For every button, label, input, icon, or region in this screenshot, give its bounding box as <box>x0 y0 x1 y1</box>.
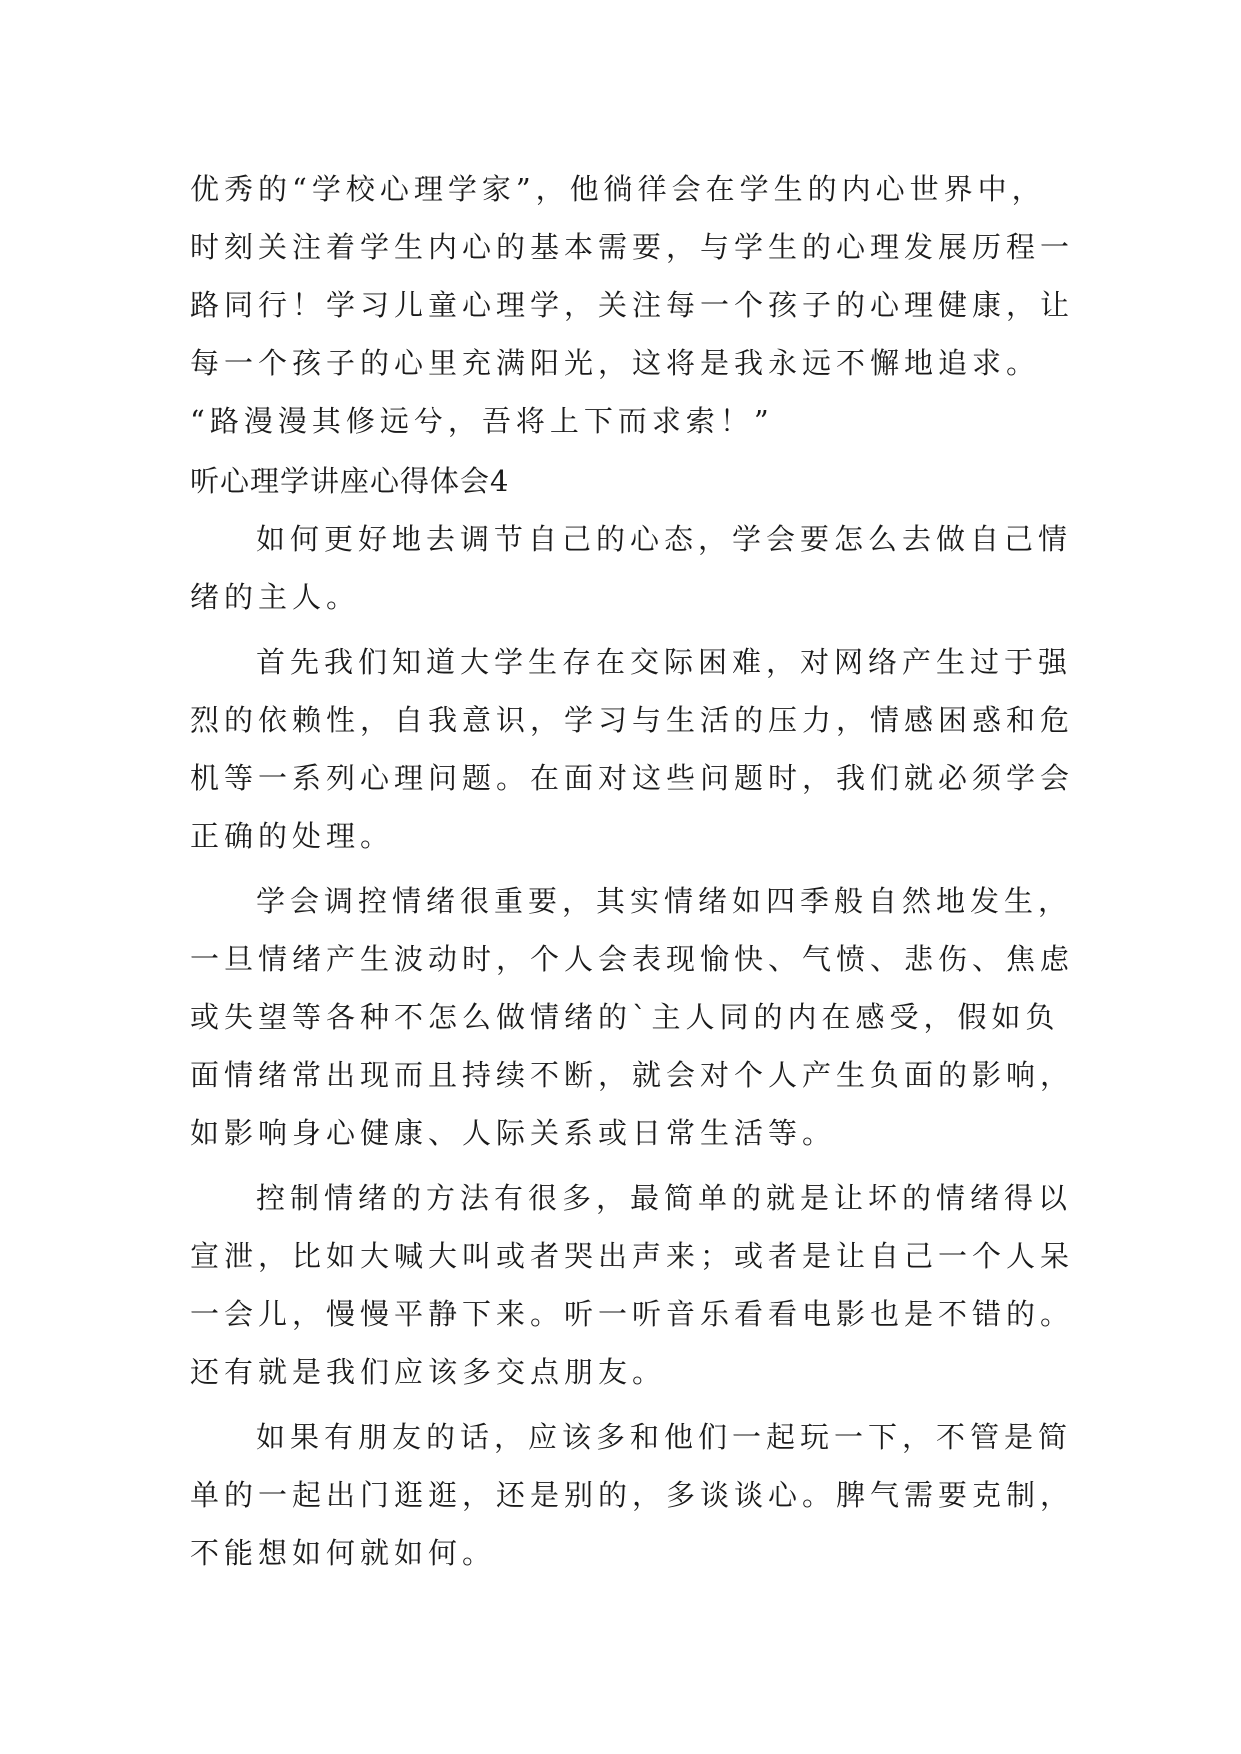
paragraph-2 <box>190 633 1075 865</box>
text-line: 面情绪常出现而且持续不断，就会对个人产生负面的影响， <box>190 1058 1075 1092</box>
text-line: 如影响身心健康、人际关系或日常生活等。 <box>190 1116 837 1150</box>
continuation-paragraph <box>190 160 1075 450</box>
text-line: 烈的依赖性，自我意识，学习与生活的压力，情感困惑和危 <box>190 703 1075 737</box>
text-line: 不能想如何就如何。 <box>190 1536 497 1570</box>
text-line: 时刻关注着学生内心的基本需要，与学生的心理发展历程一 <box>190 230 1075 264</box>
text-line: 如何更好地去调节自己的心态，学会要怎么去做自己情 <box>256 522 1073 556</box>
section-heading: 听心理学讲座心得体会4 <box>190 464 510 498</box>
text-line: 首先我们知道大学生存在交际困难，对网络产生过于强 <box>256 645 1073 679</box>
paragraph-5 <box>190 1408 1075 1582</box>
text-line: 绪的主人。 <box>190 580 361 614</box>
text-line: 单的一起出门逛逛，还是别的，多谈谈心。脾气需要克制， <box>190 1478 1075 1512</box>
text-line: 一会儿，慢慢平静下来。听一听音乐看看电影也是不错的。 <box>190 1297 1075 1331</box>
text-line: 控制情绪的方法有很多，最简单的就是让坏的情绪得以 <box>256 1181 1073 1215</box>
text-line: 路同行！学习儿童心理学，关注每一个孩子的心理健康，让 <box>190 288 1075 322</box>
text-line: 或失望等各种不怎么做情绪的`主人同的内在感受，假如负 <box>190 1000 1060 1034</box>
text-line: 还有就是我们应该多交点朋友。 <box>190 1355 667 1389</box>
paragraph-1 <box>190 510 1073 626</box>
text-line: 一旦情绪产生波动时，个人会表现愉快、气愤、悲伤、焦虑 <box>190 942 1075 976</box>
text-line: 每一个孩子的心里充满阳光，这将是我永远不懈地追求。 <box>190 346 1041 380</box>
text-line: 正确的处理。 <box>190 819 395 853</box>
text-line: 宣泄，比如大喊大叫或者哭出声来；或者是让自己一个人呆 <box>190 1239 1075 1273</box>
text-line: 学会调控情绪很重要，其实情绪如四季般自然地发生， <box>256 884 1073 918</box>
text-line: 如果有朋友的话，应该多和他们一起玩一下，不管是简 <box>256 1420 1073 1454</box>
document-page <box>190 160 1075 1582</box>
paragraph-3 <box>190 872 1075 1162</box>
text-line: 机等一系列心理问题。在面对这些问题时，我们就必须学会 <box>190 761 1075 795</box>
text-line: 优秀的“学校心理学家”，他徜徉会在学生的内心世界中， <box>190 172 1046 206</box>
paragraph-4 <box>190 1169 1075 1401</box>
text-line: “路漫漫其修远兮，吾将上下而求索！” <box>190 404 774 438</box>
